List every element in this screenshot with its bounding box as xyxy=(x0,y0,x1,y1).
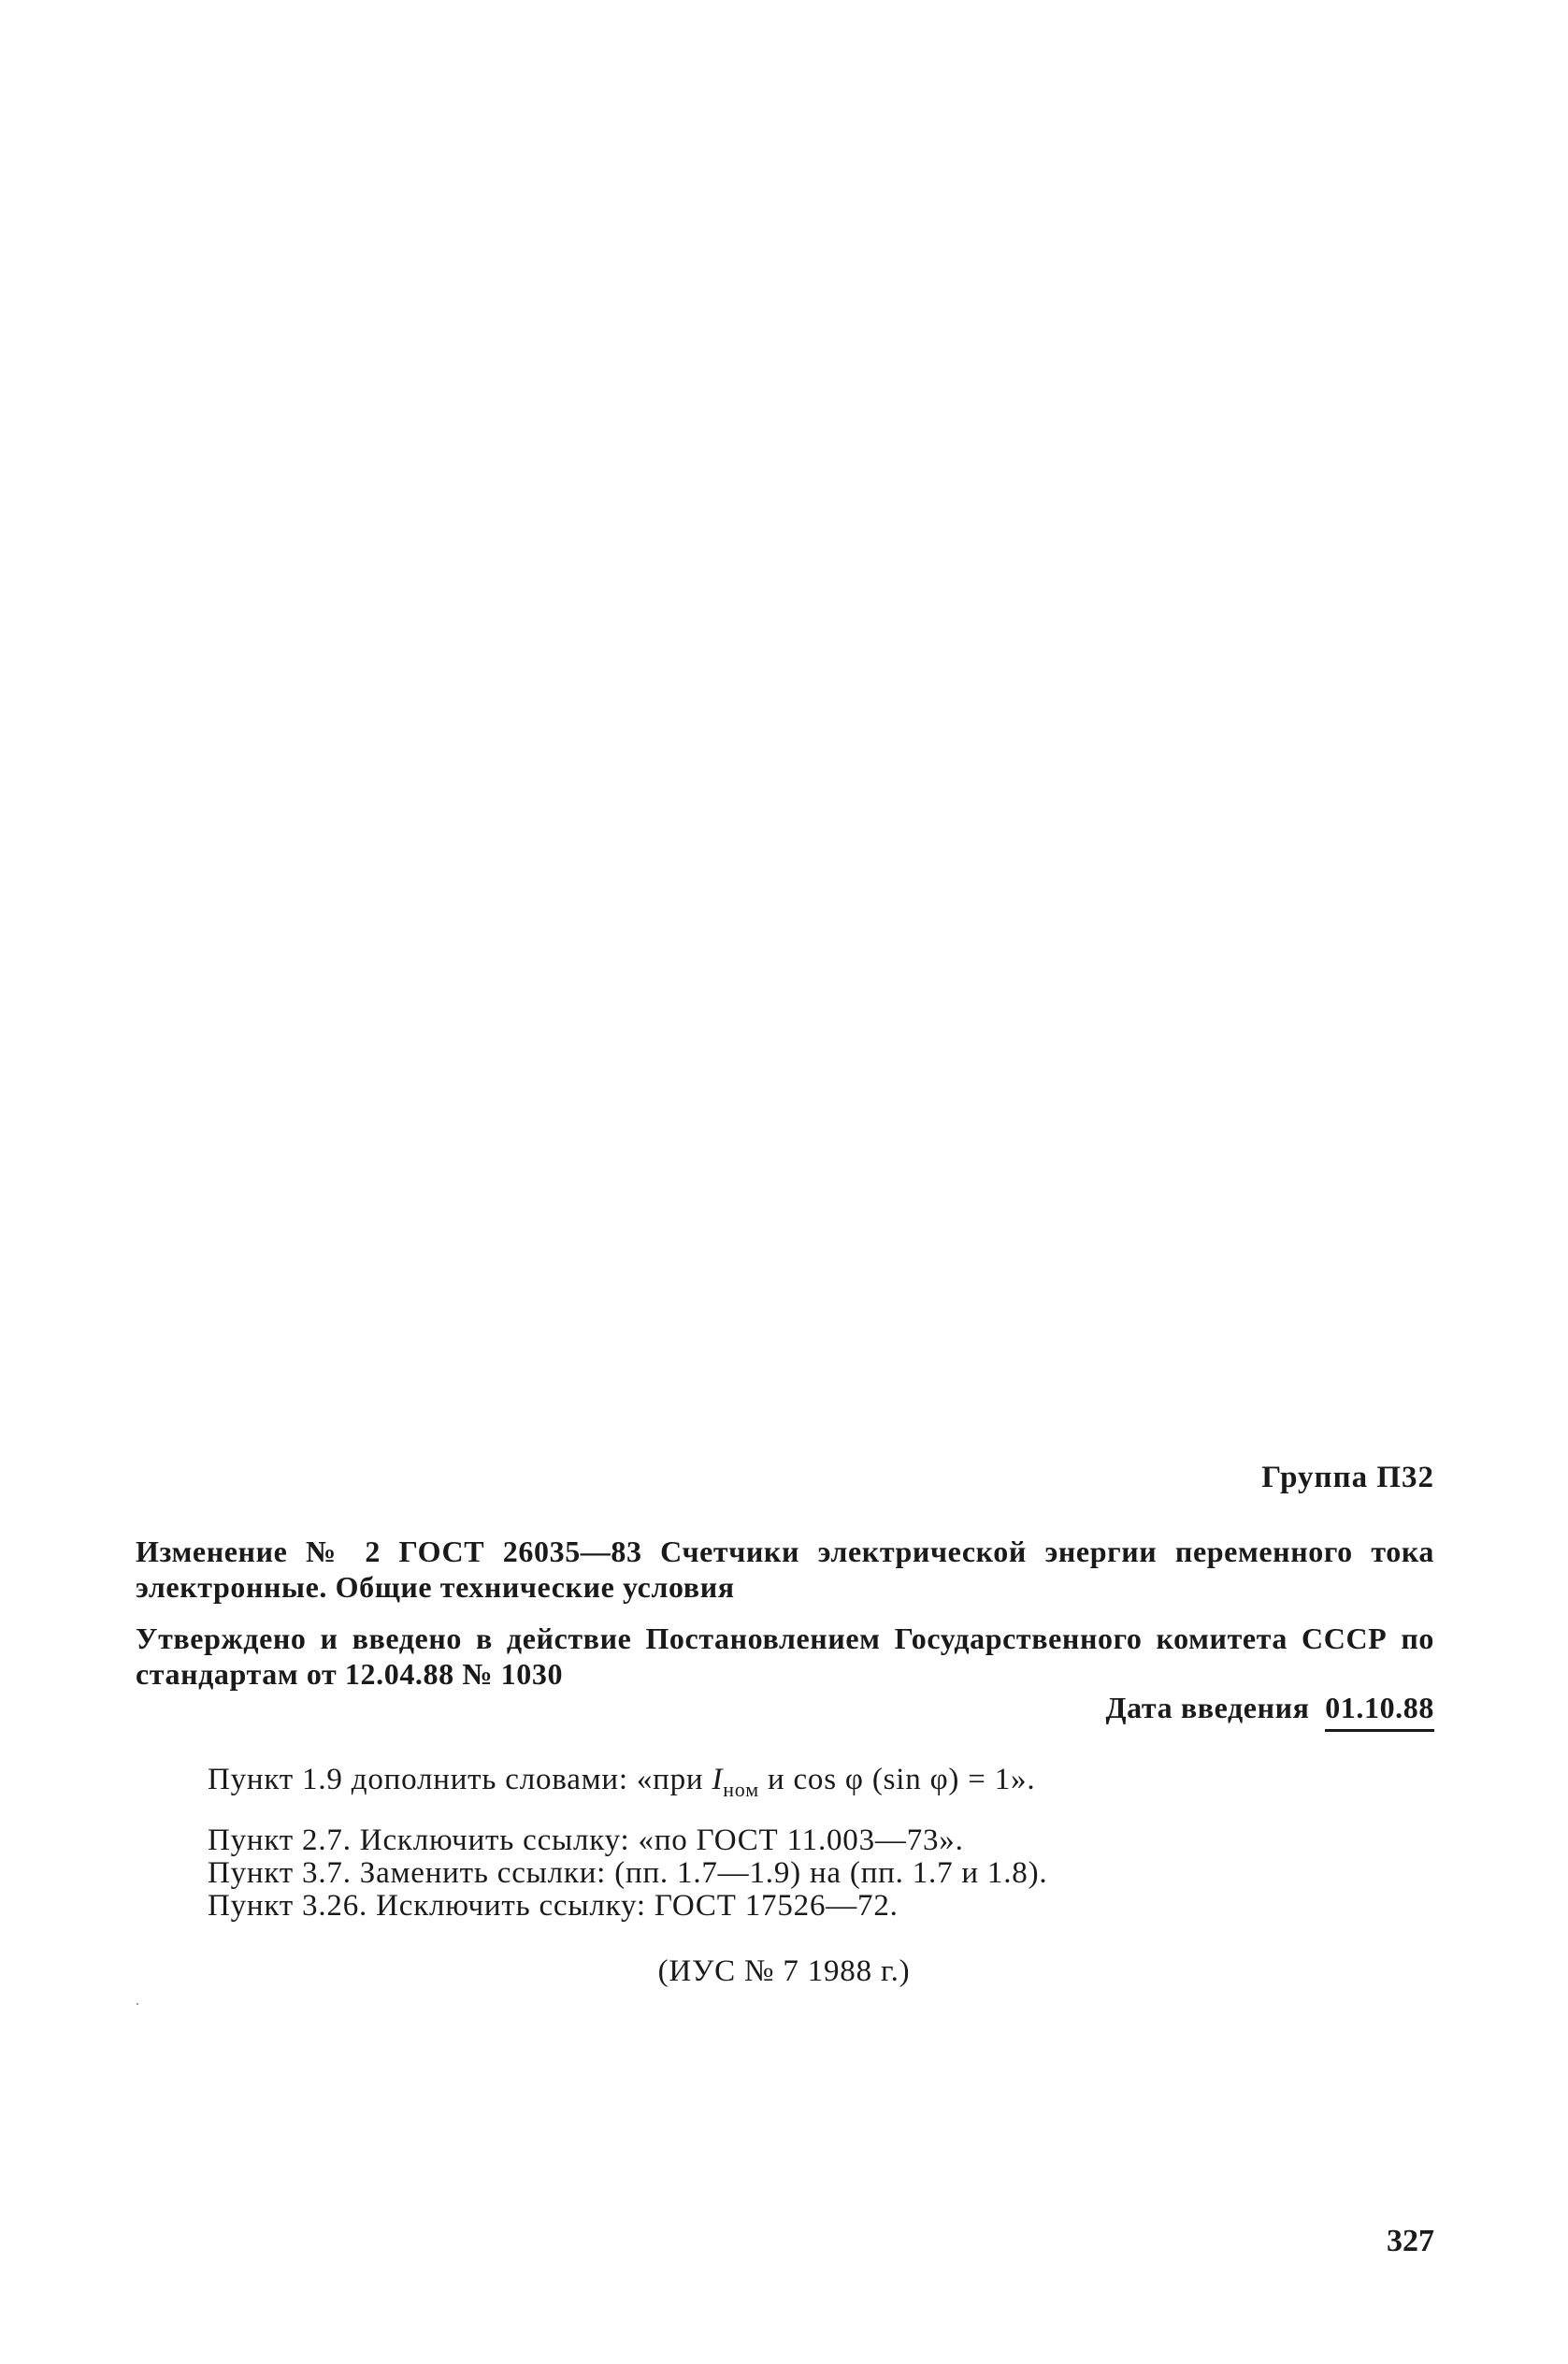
effective-date-label: Дата введения xyxy=(1105,1691,1310,1724)
amendment-item-1-tail: и cos φ (sin φ) = 1». xyxy=(758,1763,1036,1796)
effective-date-line xyxy=(1106,1691,1434,1732)
page-number: 327 xyxy=(1387,2224,1434,2258)
amendment-item-2: Пункт 2.7. Исключить ссылку: «по ГОСТ 11.003—73». xyxy=(208,1823,964,1857)
amendment-item-1 xyxy=(208,1763,1035,1799)
amendment-item-4: Пункт 3.26. Исключить ссылку: ГОСТ 17526—72. xyxy=(208,1889,899,1923)
amendment-item-1-text: Пункт 1.9 дополнить словами: «при xyxy=(208,1763,712,1796)
current-subscript: ном xyxy=(723,1778,759,1801)
approval-statement: Утверждено и введено в действие Постановлением Государственного комитета СССР по стандартам от 12.04.88 № 1030 xyxy=(136,1622,1434,1691)
scan-speck xyxy=(137,2003,138,2005)
amendment-item-3: Пункт 3.7. Заменить ссылки: (пп. 1.7—1.9) на (пп. 1.7 и 1.8). xyxy=(208,1856,1048,1890)
change-title: Изменение № 2 ГОСТ 26035—83 Счетчики электрической энергии переменного тока электронные. Общие технические условия xyxy=(136,1535,1434,1604)
effective-date-value: 01.10.88 xyxy=(1325,1691,1434,1732)
group-label: Группа П32 xyxy=(1261,1461,1434,1494)
source-reference: (ИУС № 7 1988 г.) xyxy=(657,1954,911,1988)
current-symbol: I xyxy=(712,1763,724,1796)
